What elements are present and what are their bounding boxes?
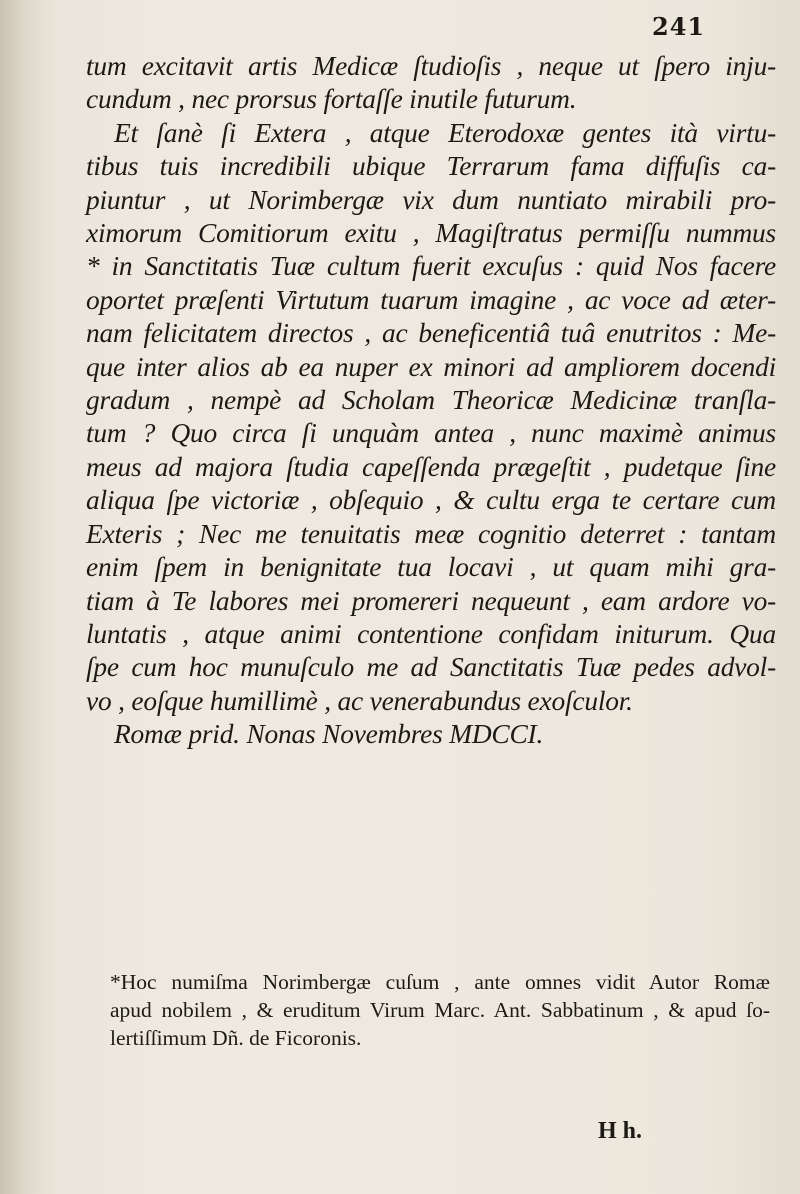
text-line: que inter alios ab ea nuper ex minori ad ampliorem docendi [86,351,776,382]
page-number: 241 [652,12,706,41]
text-line: tum ? Quo circa ſi unquàm antea , nunc maximè animus [86,418,776,449]
text-line: meus ad majora ſtudia capeſſenda prægeſtit , pudetque ſine [86,451,776,482]
text-line: ſpe cum hoc munuſculo me ad Sanctitatis Tuæ pedes advol- [86,652,776,683]
text-line: tibus tuis incredibili ubique Terrarum fama diffuſis ca- [86,151,776,182]
text-line: Exteris ; Nec me tenuitatis meæ cognitio deterret : tantam [86,518,776,549]
dateline: Romæ prid. Nonas Novembres MDCCI. [114,719,544,750]
text-line: vo , eoſque humillimè , ac venerabundus exoſculor. [86,685,633,716]
footnote [110,968,770,1052]
text-line: piuntur , ut Norimbergæ vix dum nuntiato mirabili pro- [86,184,776,215]
text-line: tiam à Te labores mei promereri nequeunt , eam ardore vo- [86,585,776,616]
spine-shadow [0,0,38,1194]
text-line: gradum , nempè ad Scholam Theoricæ Medicinæ tranſla- [86,385,776,416]
text-line: luntatis , atque animi contentione confidam initurum. Qua [86,618,776,649]
text-line: * in Sanctitatis Tuæ cultum fuerit excuſus : quid Nos facere [86,251,776,282]
text-line: ximorum Comitiorum exitu , Magiſtratus permiſſu nummus [86,218,776,249]
footnote-line: apud nobilem , & eruditum Virum Marc. Ant. Sabbatinum , & apud ſo- [110,998,770,1022]
text-line: nam felicitatem directos , ac beneficentiâ tuâ enutritos : Me- [86,318,776,349]
footnote-line: lertiſſimum Dñ. de Ficoronis. [110,1026,362,1050]
text-line: aliqua ſpe victoriæ , obſequio , & cultu erga te certare cum [86,485,776,516]
text-line: tum excitavit artis Medicæ ſtudioſis , neque ut ſpero inju- [86,51,776,81]
text-line: enim ſpem in benignitate tua locavi , ut quam mihi gra- [86,552,776,583]
footnote-line: *Hoc numiſma Norimbergæ cuſum , ante omnes vidit Autor Romæ [110,970,770,994]
catchword: H h. [598,1118,643,1144]
main-text-block [86,50,776,752]
text-line: cundum , nec prorsus fortaſſe inutile futurum. [86,84,577,115]
text-line: oportet præſenti Virtutum tuarum imagine , ac voce ad æter- [86,284,776,315]
text-line: Et ſanè ſi Extera , atque Eterodoxæ gentes ità virtu- [114,117,776,148]
